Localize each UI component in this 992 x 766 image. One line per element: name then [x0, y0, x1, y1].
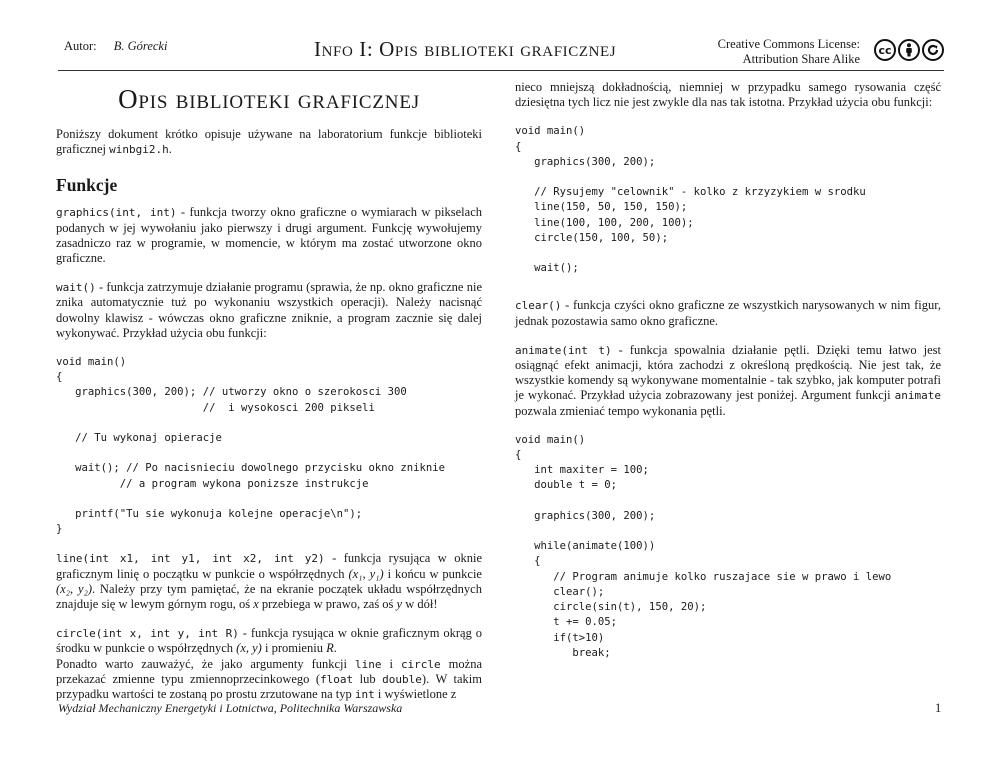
clear-description: clear() - funkcja czyści okno graficzne ze wszystkich narysowanych w nim figur, jednak pozostawia samo okno graficzne.: [515, 298, 941, 328]
header-author: [64, 39, 167, 54]
graphics-signature: graphics(int, int): [56, 206, 177, 220]
document-title: Opis biblioteki graficznej: [118, 84, 420, 114]
left-column: [56, 80, 482, 716]
section-heading-functions: Funkcje: [56, 175, 118, 196]
library-name: winbgi2.h: [109, 143, 169, 157]
page-header: [58, 36, 944, 71]
license-line-1: Creative Commons License:: [717, 37, 860, 51]
float-argument-note: Ponadto warto zauważyć, że jako argumenty funkcji line i circle można przekazać zmienne typu zmiennoprzecinkowego (float lub double). W takim przypadku wartości te zostaną po prostu zrzutowane na typ int i wyświetlone z: [56, 656, 482, 702]
intro-paragraph: Poniższy dokument krótko opisuje używane na laboratorium funkcje biblioteki graficznej winbgi2.h.: [56, 127, 482, 157]
cc-icon: cc: [874, 39, 896, 61]
continued-paragraph: nieco mniejszą dokładnością, niemniej w przypadku samego rysowania część dziesiętna tych licz nie jest zwykle dla nas tak istotna. Przykład użycia obu funkcji:: [515, 80, 941, 110]
wait-signature: wait(): [56, 281, 96, 295]
attribution-icon: [898, 39, 920, 61]
header-title: Info I: Opis biblioteki graficznej: [314, 37, 617, 61]
code-example-line-circle: void main() { graphics(300, 200); // Rysujemy "celownik" - kolko z krzyzykiem w srodku line(150, 50, 150, 150); line(100, 100, 200, 100); circle(150, 100, 50); wait();: [515, 125, 866, 275]
footer-institution: Wydział Mechaniczny Energetyki i Lotnictwa, Politechnika Warszawska: [58, 701, 403, 715]
graphics-description: graphics(int, int) - funkcja tworzy okno graficzne o wymiarach w pikselach podanych w jej wywołaniu jako pierwszy i drugi argument. Funkcję wywołujemy zasadniczo raz w programie, w momencie, w którym ma zostać utworzone okno graficzne.: [56, 205, 482, 266]
clear-signature: clear(): [515, 299, 562, 313]
share-alike-icon: [922, 39, 944, 61]
animate-description: animate(int t) - funkcja spowalnia działanie pętli. Dzięki temu łatwo jest osiągnąć efekt animacji, która zachodzi z określoną prędkością. Nie jest tak, że wszystkie komendy są wykonywane momentalnie - tak szybko, jak komputer potrafi je wykonać. Przykład użycia zobrazowany jest poniżej. Argument funkcji animate pozwala zmieniać tempo wykonania pętli.: [515, 342, 941, 418]
page-number: 1: [935, 701, 942, 715]
line-signature: line(int x1, int y1, int x2, int y2): [56, 552, 325, 566]
circle-description: circle(int x, int y, int R) - funkcja rysująca w oknie graficznym okrąg o środku w punkcie o współrzędnych (x, y) i promieniu R.: [56, 626, 482, 656]
license-line-2: Attribution Share Alike: [742, 51, 860, 66]
license-text: [718, 37, 860, 66]
code-example-animate: void main() { int maxiter = 100; double t = 0; graphics(300, 200); while(animate(100)) { // Program animuje kolko ruszajace sie w prawo i lewo clear(); circle(sin(t), 150, 20); t += 0.05; if(t>10) break;: [515, 433, 892, 659]
cc-license-badge: [868, 37, 944, 63]
animate-signature: animate(int t): [515, 343, 612, 357]
wait-description: wait() - funkcja zatrzymuje działanie programu (sprawia, że np. okno graficzne nie znika automatycznie tuż po wykonaniu wszystkich operacji). Należy nacisnąć dowolny klawisz - wówczas okno graficzne zniknie, a program zacznie się dalej wykonywać. Przykład użycia obu funkcji:: [56, 280, 482, 340]
right-column: [515, 80, 941, 675]
code-example-graphics-wait: void main() { graphics(300, 200); // utworzy okno o szerokosci 300 // i wysokosci 200 pikseli // Tu wykonaj opieracje wait(); // Po nacisnieciu dowolnego przycisku okno zniknie // a program wykona ponizsze instrukcje printf("Tu sie wykonuja kolejne operacje\n"); }: [56, 356, 446, 536]
circle-signature: circle(int x, int y, int R): [56, 627, 239, 641]
author-label: Autor:: [64, 39, 97, 53]
author-name: B. Górecki: [113, 39, 168, 53]
line-description: line(int x1, int y1, int x2, int y2) - funkcja rysująca w oknie graficznym linię o początku w punkcie o współrzędnych (x₁, y₁) i końcu w punkcie (x₂, y₂). Należy przy tym pamiętać, że na ekranie początek układu współrzędnych znajduje się w lewym górnym rogu, oś x przebiega w prawo, zaś oś y w dół!: [56, 551, 482, 612]
